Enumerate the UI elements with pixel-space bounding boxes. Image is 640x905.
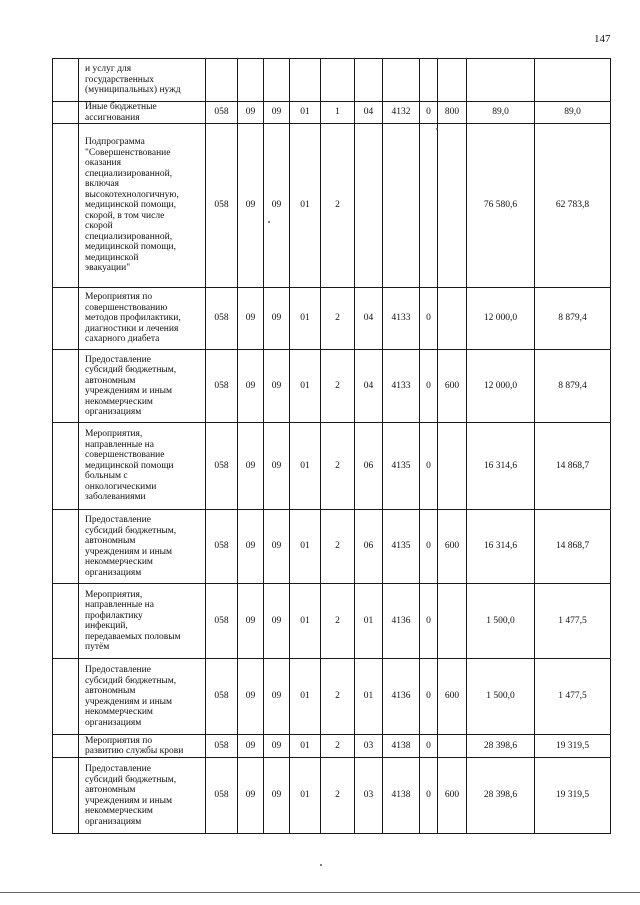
row-code-cell-10: 12 000,0	[467, 350, 535, 423]
row-name-cell: Мероприятия по совершенствованию методов профилактики, диагностики и лечения сахарного диабета	[79, 288, 206, 350]
row-code-cell-9	[438, 288, 467, 350]
row-code-cell-6: 04	[355, 350, 383, 423]
row-code-cell-11: 8 879,4	[535, 288, 611, 350]
table-row	[53, 423, 611, 510]
row-code-cell-5: 2	[321, 584, 355, 659]
row-code-cell-1: 058	[206, 124, 238, 288]
row-code-cell-8	[420, 59, 438, 102]
row-code-cell-6: 06	[355, 423, 383, 510]
budget-table	[52, 58, 611, 834]
row-blank-cell	[53, 102, 79, 124]
row-code-cell-6: 03	[355, 735, 383, 758]
row-code-cell-3: 09	[264, 288, 290, 350]
row-code-cell-4: 01	[290, 659, 321, 735]
row-code-cell-11: 1 477,5	[535, 659, 611, 735]
table-row	[53, 102, 611, 124]
row-code-cell-2: 09	[238, 350, 264, 423]
row-code-cell-8: 0	[420, 735, 438, 758]
table-row	[53, 510, 611, 584]
row-code-cell-5: 2	[321, 350, 355, 423]
row-code-cell-6: 01	[355, 584, 383, 659]
row-blank-cell	[53, 659, 79, 735]
row-code-cell-10: 16 314,6	[467, 423, 535, 510]
row-code-cell-1: 058	[206, 659, 238, 735]
row-code-cell-5: 2	[321, 735, 355, 758]
table-row	[53, 659, 611, 735]
row-code-cell-9: 800	[438, 102, 467, 124]
row-name-cell: Предоставление субсидий бюджетным, автономным учреждениям и иным некоммерческим организациям	[79, 350, 206, 423]
row-code-cell-4	[290, 59, 321, 102]
table-row	[53, 350, 611, 423]
scan-mark	[436, 128, 438, 130]
bottom-rule	[0, 892, 640, 893]
row-code-cell-8: 0	[420, 584, 438, 659]
table-row	[53, 288, 611, 350]
row-code-cell-5: 2	[321, 124, 355, 288]
row-code-cell-3: 09	[264, 423, 290, 510]
row-code-cell-7: 4136	[383, 659, 420, 735]
row-code-cell-7: 4133	[383, 288, 420, 350]
row-code-cell-9	[438, 735, 467, 758]
scan-mark	[320, 864, 322, 866]
row-code-cell-5: 2	[321, 510, 355, 584]
row-code-cell-7: 4132	[383, 102, 420, 124]
row-code-cell-1: 058	[206, 510, 238, 584]
row-code-cell-7: 4138	[383, 758, 420, 834]
row-code-cell-10: 28 398,6	[467, 735, 535, 758]
row-code-cell-2: 09	[238, 758, 264, 834]
row-code-cell-3: 09	[264, 758, 290, 834]
row-code-cell-2: 09	[238, 659, 264, 735]
row-code-cell-4: 01	[290, 758, 321, 834]
row-code-cell-6: 04	[355, 102, 383, 124]
row-code-cell-8: 0	[420, 659, 438, 735]
row-code-cell-9	[438, 423, 467, 510]
row-name-cell: Предоставление субсидий бюджетным, автономным учреждениям и иным некоммерческим организациям	[79, 659, 206, 735]
row-code-cell-2: 09	[238, 124, 264, 288]
row-code-cell-7: 4136	[383, 584, 420, 659]
row-code-cell-3: 09	[264, 102, 290, 124]
row-code-cell-4: 01	[290, 124, 321, 288]
row-code-cell-11: 8 879,4	[535, 350, 611, 423]
row-code-cell-2: 09	[238, 510, 264, 584]
row-name-cell: Подпрограмма "Совершенствование оказания специализированной, включая высокотехнологичную, медицинской помощи, скорой, в том числе скорой специализированной, медицинской помощи, медицинской эвакуации"	[79, 124, 206, 288]
row-code-cell-7	[383, 124, 420, 288]
row-name-cell: Предоставление субсидий бюджетным, автономным учреждениям и иным некоммерческим организациям	[79, 758, 206, 834]
row-code-cell-2: 09	[238, 423, 264, 510]
row-code-cell-1: 058	[206, 102, 238, 124]
row-code-cell-8: 0	[420, 758, 438, 834]
row-code-cell-1: 058	[206, 423, 238, 510]
row-code-cell-8: 0	[420, 350, 438, 423]
table-row	[53, 124, 611, 288]
row-code-cell-9	[438, 124, 467, 288]
row-code-cell-9: 600	[438, 350, 467, 423]
table-row	[53, 758, 611, 834]
row-blank-cell	[53, 423, 79, 510]
row-name-cell: Мероприятия, направленные на совершенствование медицинской помощи больным с онкологическими заболеваниями	[79, 423, 206, 510]
row-code-cell-5	[321, 59, 355, 102]
row-name-cell: Мероприятия по развитию службы крови	[79, 735, 206, 758]
row-code-cell-10: 89,0	[467, 102, 535, 124]
row-code-cell-4: 01	[290, 102, 321, 124]
row-name-cell: Предоставление субсидий бюджетным, автономным учреждениям и иным некоммерческим организациям	[79, 510, 206, 584]
row-blank-cell	[53, 584, 79, 659]
row-code-cell-11: 62 783,8	[535, 124, 611, 288]
row-code-cell-9: 600	[438, 659, 467, 735]
row-code-cell-10	[467, 59, 535, 102]
row-blank-cell	[53, 124, 79, 288]
page-number: 147	[594, 33, 611, 45]
row-blank-cell	[53, 510, 79, 584]
row-code-cell-3	[264, 59, 290, 102]
row-code-cell-1: 058	[206, 584, 238, 659]
row-code-cell-10: 1 500,0	[467, 584, 535, 659]
row-code-cell-4: 01	[290, 288, 321, 350]
row-code-cell-11: 19 319,5	[535, 735, 611, 758]
row-code-cell-7: 4133	[383, 350, 420, 423]
row-code-cell-3: 09	[264, 659, 290, 735]
row-code-cell-3: 09	[264, 735, 290, 758]
row-code-cell-7: 4138	[383, 735, 420, 758]
row-code-cell-11: 14 868,7	[535, 423, 611, 510]
row-code-cell-2	[238, 59, 264, 102]
row-code-cell-4: 01	[290, 423, 321, 510]
row-code-cell-10: 28 398,6	[467, 758, 535, 834]
row-code-cell-5: 2	[321, 288, 355, 350]
row-code-cell-2: 09	[238, 102, 264, 124]
row-code-cell-8: 0	[420, 102, 438, 124]
row-code-cell-3: 09	[264, 124, 290, 288]
row-blank-cell	[53, 758, 79, 834]
row-code-cell-11	[535, 59, 611, 102]
row-code-cell-4: 01	[290, 510, 321, 584]
row-code-cell-8: 0	[420, 288, 438, 350]
row-code-cell-7	[383, 59, 420, 102]
row-blank-cell	[53, 288, 79, 350]
row-code-cell-10: 76 580,6	[467, 124, 535, 288]
row-code-cell-5: 2	[321, 659, 355, 735]
row-code-cell-1: 058	[206, 758, 238, 834]
row-code-cell-3: 09	[264, 584, 290, 659]
row-code-cell-5: 2	[321, 758, 355, 834]
row-name-cell: Иные бюджетные ассигнования	[79, 102, 206, 124]
row-code-cell-10: 12 000,0	[467, 288, 535, 350]
row-code-cell-1: 058	[206, 288, 238, 350]
table-row	[53, 735, 611, 758]
row-code-cell-2: 09	[238, 584, 264, 659]
row-code-cell-11: 14 868,7	[535, 510, 611, 584]
row-blank-cell	[53, 59, 79, 102]
table-row	[53, 59, 611, 102]
row-code-cell-1	[206, 59, 238, 102]
row-code-cell-10: 1 500,0	[467, 659, 535, 735]
row-code-cell-7: 4135	[383, 423, 420, 510]
row-code-cell-5: 1	[321, 102, 355, 124]
row-code-cell-4: 01	[290, 350, 321, 423]
scan-mark	[268, 221, 270, 223]
row-code-cell-6: 04	[355, 288, 383, 350]
row-code-cell-5: 2	[321, 423, 355, 510]
row-code-cell-11: 1 477,5	[535, 584, 611, 659]
row-name-cell: Мероприятия, направленные на профилактику инфекций, передаваемых половым путём	[79, 584, 206, 659]
row-code-cell-6: 01	[355, 659, 383, 735]
row-code-cell-8	[420, 124, 438, 288]
row-code-cell-8: 0	[420, 510, 438, 584]
row-name-cell: и услуг для государственных (муниципальных) нужд	[79, 59, 206, 102]
row-blank-cell	[53, 350, 79, 423]
row-code-cell-6: 03	[355, 758, 383, 834]
row-blank-cell	[53, 735, 79, 758]
row-code-cell-4: 01	[290, 584, 321, 659]
row-code-cell-2: 09	[238, 735, 264, 758]
row-code-cell-11: 19 319,5	[535, 758, 611, 834]
row-code-cell-6	[355, 124, 383, 288]
row-code-cell-9	[438, 59, 467, 102]
row-code-cell-1: 058	[206, 350, 238, 423]
row-code-cell-6	[355, 59, 383, 102]
row-code-cell-10: 16 314,6	[467, 510, 535, 584]
row-code-cell-9: 600	[438, 758, 467, 834]
row-code-cell-4: 01	[290, 735, 321, 758]
budget-table-body	[53, 59, 611, 834]
row-code-cell-3: 09	[264, 510, 290, 584]
table-row	[53, 584, 611, 659]
row-code-cell-3: 09	[264, 350, 290, 423]
row-code-cell-1: 058	[206, 735, 238, 758]
row-code-cell-11: 89,0	[535, 102, 611, 124]
row-code-cell-8: 0	[420, 423, 438, 510]
row-code-cell-7: 4135	[383, 510, 420, 584]
row-code-cell-6: 06	[355, 510, 383, 584]
row-code-cell-9	[438, 584, 467, 659]
row-code-cell-9: 600	[438, 510, 467, 584]
row-code-cell-2: 09	[238, 288, 264, 350]
